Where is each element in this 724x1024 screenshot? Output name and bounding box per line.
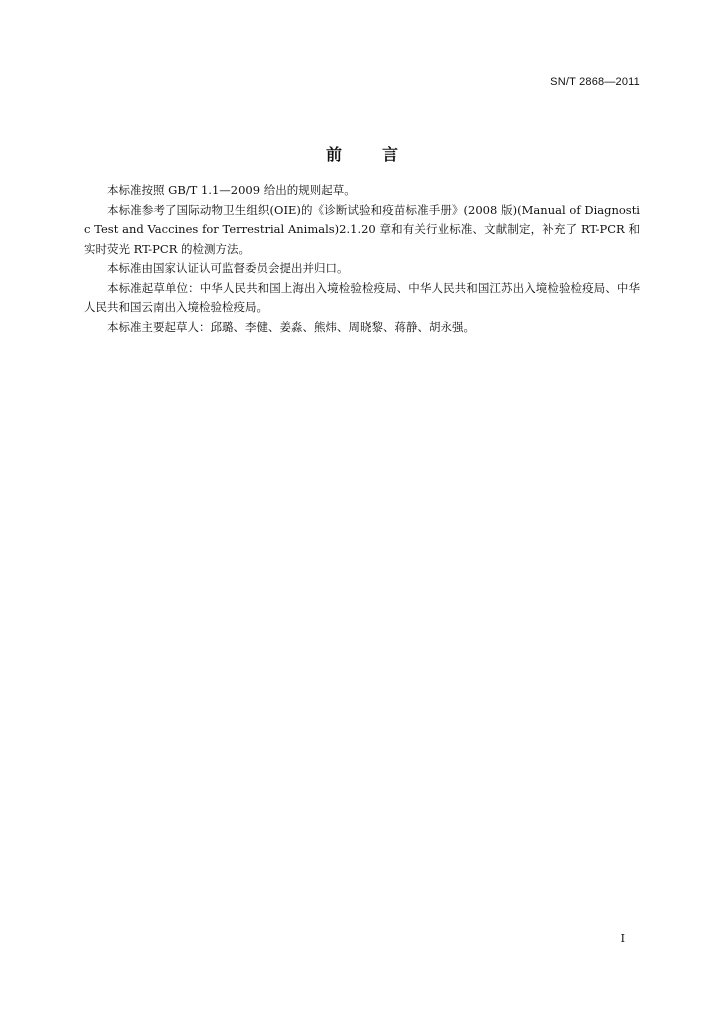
page-title: 前言 bbox=[325, 145, 438, 164]
paragraph-proposer: 本标准由国家认证认可监督委员会提出并归口。 bbox=[107, 261, 349, 275]
paragraph-drafters: 本标准主要起草人：邱璐、李健、姜淼、熊炜、周晓黎、蒋静、胡永强。 bbox=[107, 319, 475, 334]
page-number: I bbox=[620, 932, 625, 945]
document-code: SN/T 2868—2011 bbox=[550, 76, 640, 88]
paragraph-references: 本标准参考了国际动物卫生组织(OIE)的《诊断试验和疫苗标准手册》(2008 版)(Manual of Diagnostic Test and Vaccines for Terrestrial Animals)2.1.20 章和有关行业标准、文献制定，补充了 RT-PCR 和实时荧光 RT-PCR 的检测方法。 bbox=[84, 202, 640, 256]
paragraph-drafting-units: 本标准起草单位：中华人民共和国上海出入境检验检疫局、中华人民共和国江苏出入境检验检疫局、中华人民共和国云南出入境检验检疫局。 bbox=[84, 280, 640, 314]
foreword-body bbox=[84, 181, 640, 337]
paragraph-drafting-rules: 本标准按照 GB/T 1.1—2009 给出的规则起草。 bbox=[107, 183, 356, 197]
